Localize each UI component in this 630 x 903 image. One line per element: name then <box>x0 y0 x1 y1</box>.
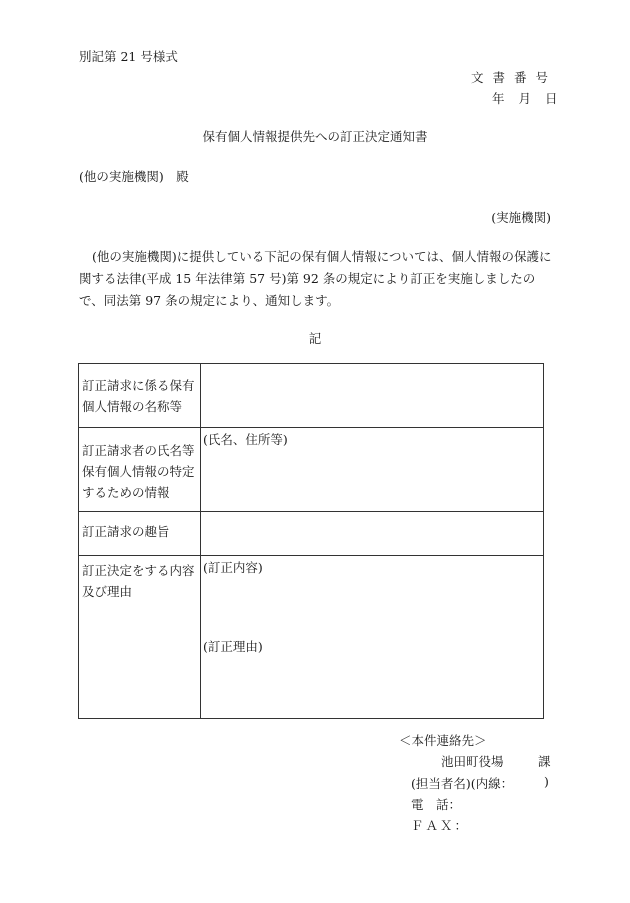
form-table <box>78 363 544 719</box>
contact-phone: 電 話： <box>411 797 462 812</box>
row-label-purpose: 訂正請求の趣旨 <box>79 512 201 556</box>
contact-fax: ＦＡＸ： <box>411 818 470 833</box>
table-row-info-name <box>79 364 544 428</box>
document-title: 保有個人情報提供先への訂正決定通知書 <box>202 129 428 144</box>
decision-reason-note: (訂正理由) <box>203 639 263 654</box>
row-value-decision <box>201 556 544 719</box>
table-row-requester <box>79 428 544 512</box>
form-number: 別記第 21 号様式 <box>79 49 178 64</box>
contact-section: 課 <box>538 754 551 769</box>
document-number-label: 文書番号 <box>471 70 558 85</box>
contact-department: 池田町役場 <box>441 754 504 769</box>
contact-person-close: ) <box>544 774 549 789</box>
row-label-decision: 訂正決定をする内容及び理由 <box>79 556 201 719</box>
requester-note: (氏名、住所等) <box>203 432 288 447</box>
contact-heading: ＜本件連絡先＞ <box>399 733 487 748</box>
sender-line: (実施機関) <box>491 210 551 225</box>
date-label: 年月日 <box>492 91 572 106</box>
row-value-purpose <box>201 512 544 556</box>
row-value-info-name <box>201 364 544 428</box>
recipient-line: (他の実施機関) 殿 <box>79 169 189 184</box>
contact-person: (担当者名)(内線： <box>411 776 514 791</box>
row-label-info-name: 訂正請求に係る保有個人情報の名称等 <box>79 364 201 428</box>
decision-content-note: (訂正内容) <box>203 560 263 575</box>
table-row-decision <box>79 556 544 719</box>
ki-heading: 記 <box>308 331 322 346</box>
row-value-requester <box>201 428 544 512</box>
table-row-purpose <box>79 512 544 556</box>
body-paragraph: (他の実施機関)に提供している下記の保有個人情報については、個人情報の保護に関する法律(平成 15 年法律第 57 号)第 92 条の規定により訂正を実施しましたので、同法第 97 条の規定により、通知します。 <box>79 249 552 308</box>
row-label-requester: 訂正請求者の氏名等保有個人情報の特定するための情報 <box>79 428 201 512</box>
